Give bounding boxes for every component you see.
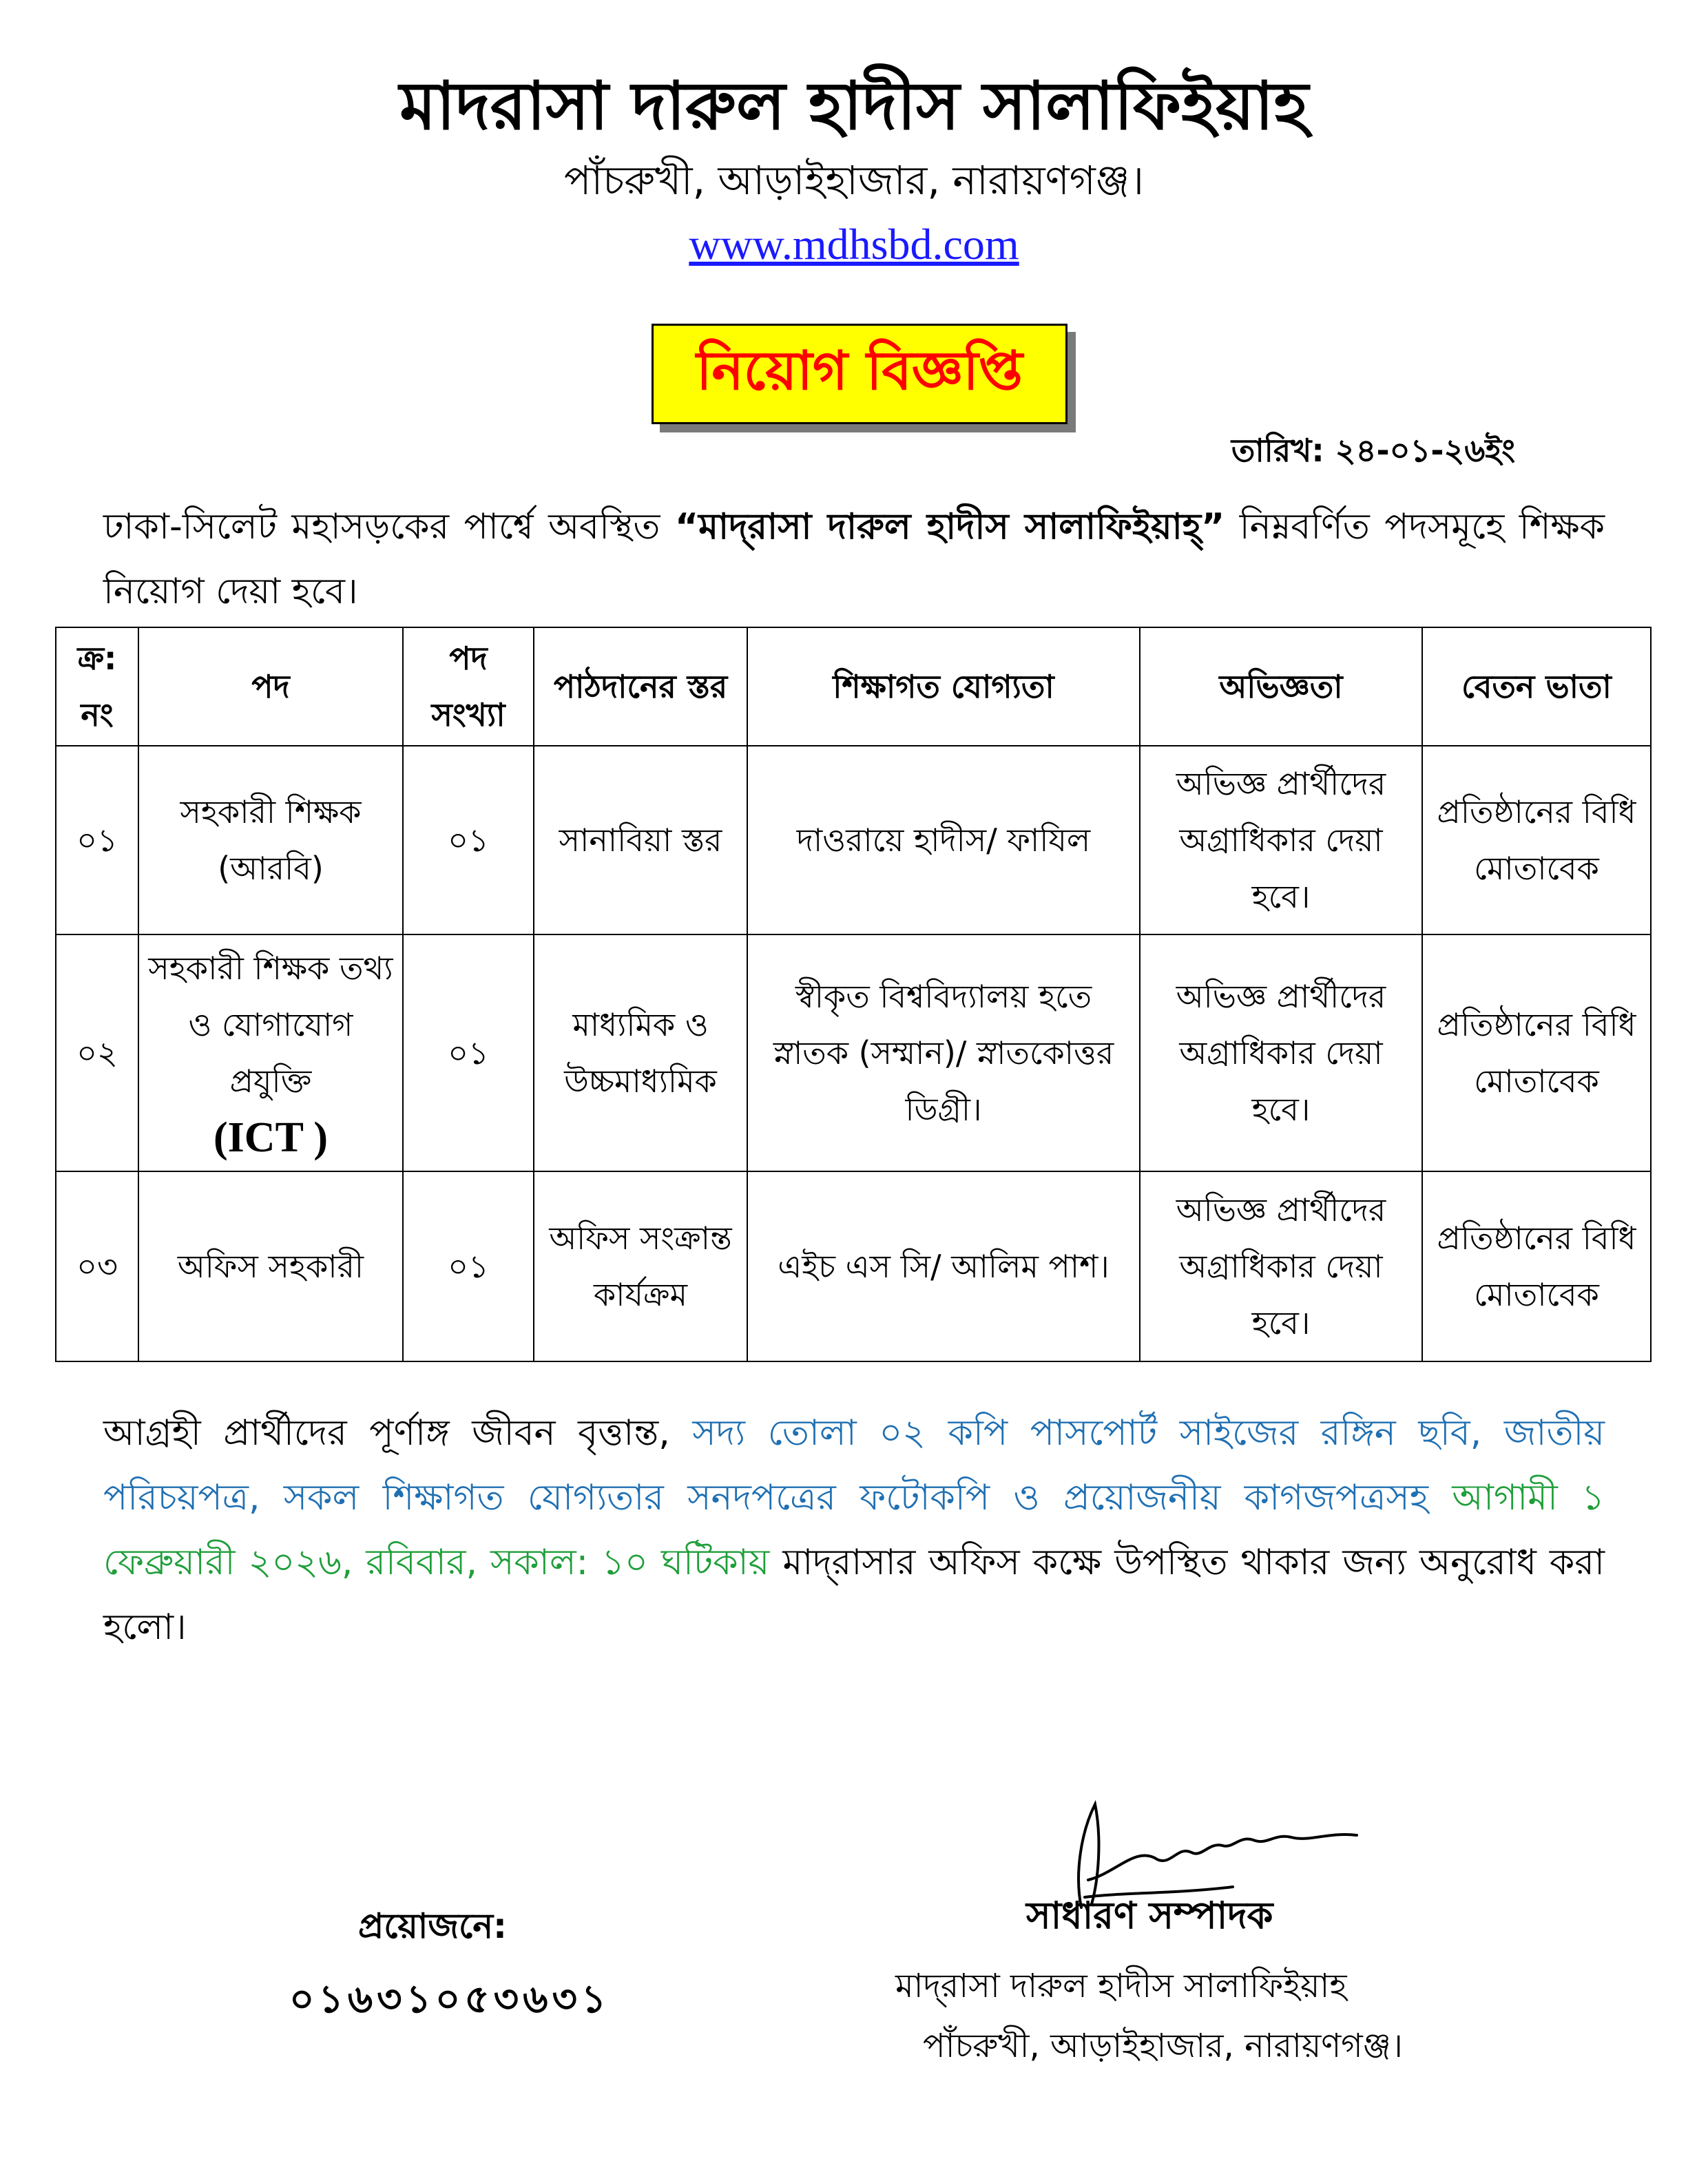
table-row (56, 746, 1651, 934)
table-header-row (56, 627, 1651, 746)
notice-heading: নিয়োগ বিজ্ঞপ্তি (696, 340, 1023, 402)
cell-count: ০১ (403, 746, 534, 934)
notice-date: তারিখ: ২৪-০১-২৬ইং (1231, 432, 1515, 469)
contact-label: প্রয়োজনে: (358, 1906, 508, 1946)
institution-address: পাঁচরুখী, আড়াইহাজার, নারায়ণগঞ্জ। (563, 157, 1145, 204)
col-header-qualification: শিক্ষাগত যোগ্যতা (747, 627, 1140, 746)
closing-date-time: আগামী ১ ফেব্রুয়ারী ২০২৬, রবিবার, সকাল: ১০ ঘটিকায় (103, 1477, 1605, 1583)
cell-post-text: সহকারী শিক্ষক তথ্য ও যোগাযোগ প্রযুক্তি (148, 950, 393, 1100)
cell-salary: প্রতিষ্ঠানের বিধি মোতাবেক (1422, 1171, 1651, 1361)
cell-qualification: স্বীকৃত বিশ্ববিদ্যালয় হতে স্নাতক (সম্মান)/ স্নাতকোত্তর ডিগ্রী। (747, 934, 1140, 1171)
intro-before: ঢাকা-সিলেট মহাসড়কের পার্শ্বে অবস্থিত (103, 506, 675, 547)
closing-part4: মাদ্‌রাসার অফিস কক্ষে উপস্থিত থাকার জন্য অনুরোধ করা হলো। (103, 1542, 1605, 1648)
cell-serial: ০৩ (56, 1171, 138, 1361)
cell-count: ০১ (403, 1171, 534, 1361)
notice-heading-box (652, 324, 1068, 424)
cell-salary: প্রতিষ্ঠানের বিধি মোতাবেক (1422, 746, 1651, 934)
institution-title: মাদরাসা দারুল হাদীস সালাফিইয়াহ (399, 67, 1309, 145)
col-header-serial: ক্র: নং (56, 627, 138, 746)
cell-qualification: দাওরায়ে হাদীস/ ফাযিল (747, 746, 1140, 934)
cell-serial: ০২ (56, 934, 138, 1171)
signatory-role: সাধারণ সম্পাদক (1026, 1894, 1273, 1937)
closing-documents: সদ্য তোলা ০২ কপি পাসপোর্ট সাইজের রঙ্গিন ছবি, জাতীয় পরিচয়পত্র, সকল শিক্ষাগত যোগ্যতার সনদপত্রের ফটোকপি ও প্রয়োজনীয় কাগজপত্রসহ (103, 1412, 1605, 1518)
col-header-count: পদ সংখ্যা (403, 627, 534, 746)
intro-after: নিম্নবর্ণিত পদসমূহে শিক্ষক নিয়োগ দেয়া হবে। (103, 506, 1605, 612)
cell-post-ict: (ICT ) (214, 1114, 328, 1161)
cell-experience: অভিজ্ঞ প্রার্থীদের অগ্রাধিকার দেয়া হবে। (1140, 746, 1422, 934)
col-header-salary: বেতন ভাতা (1422, 627, 1651, 746)
cell-level: মাধ্যমিক ও উচ্চমাধ্যমিক (534, 934, 747, 1171)
intro-paragraph (103, 494, 1605, 624)
vacancy-table (55, 627, 1652, 1362)
col-header-level: পাঠদানের স্তর (534, 627, 747, 746)
signatory-address: পাঁচরুখী, আড়াইহাজার, নারায়ণগঞ্জ। (923, 2027, 1403, 2065)
cell-level: অফিস সংক্রান্ত কার্যক্রম (534, 1171, 747, 1361)
intro-institution-name: “মাদ্‌রাসা দারুল হাদীস সালাফিইয়াহ্‌” (674, 506, 1225, 547)
col-header-experience: অভিজ্ঞতা (1140, 627, 1422, 746)
signatory-org: মাদ্‌রাসা দারুল হাদীস সালাফিইয়াহ (895, 1967, 1347, 2005)
col-header-post: পদ (138, 627, 403, 746)
cell-qualification: এইচ এস সি/ আলিম পাশ। (747, 1171, 1140, 1361)
closing-part1: আগ্রহী প্রার্থীদের পূর্ণাঙ্গ জীবন বৃত্তান্ত, (103, 1412, 693, 1454)
cell-level: সানাবিয়া স্তর (534, 746, 747, 934)
website-link[interactable]: www.mdhsbd.com (689, 220, 1019, 269)
cell-experience: অভিজ্ঞ প্রার্থীদের অগ্রাধিকার দেয়া হবে। (1140, 1171, 1422, 1361)
cell-count: ০১ (403, 934, 534, 1171)
cell-serial: ০১ (56, 746, 138, 934)
contact-phone: ০১৬৩১০৫৩৬৩১ (289, 1977, 611, 2022)
cell-post: অফিস সহকারী (138, 1171, 403, 1361)
table-row (56, 934, 1651, 1171)
closing-paragraph (103, 1401, 1605, 1660)
cell-salary: প্রতিষ্ঠানের বিধি মোতাবেক (1422, 934, 1651, 1171)
cell-post (138, 934, 403, 1171)
table-row (56, 1171, 1651, 1361)
cell-post: সহকারী শিক্ষক (আরবি) (138, 746, 403, 934)
cell-experience: অভিজ্ঞ প্রার্থীদের অগ্রাধিকার দেয়া হবে। (1140, 934, 1422, 1171)
